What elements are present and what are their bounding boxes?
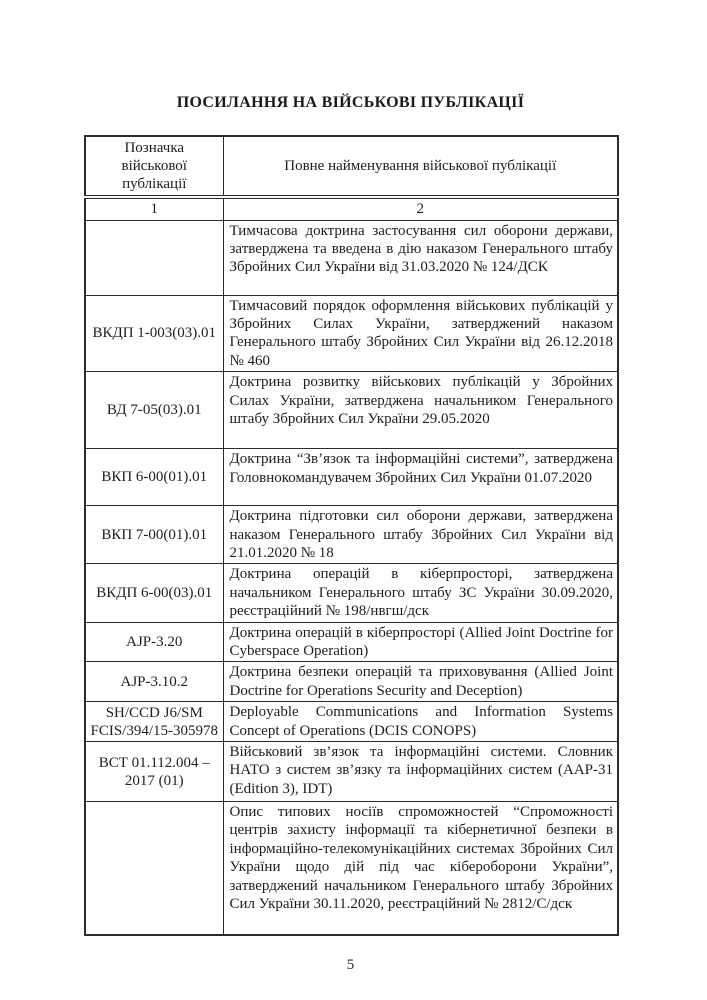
table-row: [85, 702, 618, 742]
designation-cell: ВКП 6-00(01).01: [85, 449, 223, 506]
name-cell: Військовий зв’язок та інформаційні системи. Словник НАТО з систем зв’язку та інформаційних систем (AAP-31 (Edition 3), IDT): [223, 742, 618, 802]
designation-cell: [85, 802, 223, 935]
table-row: [85, 506, 618, 564]
table-row: [85, 295, 618, 372]
table-row: [85, 742, 618, 802]
table-row: [85, 449, 618, 506]
table-row: [85, 220, 618, 295]
designation-cell: SH/CCD J6/SM FCIS/394/15-305978: [85, 702, 223, 742]
column-number-2: 2: [223, 197, 618, 220]
name-cell: Тимчасова доктрина застосування сил оборони держави, затверджена та введена в дію наказом Генерального штабу Збройних Сил України від 31.03.2020 № 124/ДСК: [223, 220, 618, 295]
page-title: ПОСИЛАННЯ НА ВІЙСЬКОВІ ПУБЛІКАЦІЇ: [176, 94, 525, 111]
designation-cell: AJP-3.10.2: [85, 662, 223, 702]
document-content: [84, 0, 617, 974]
name-cell: Доктрина операцій в кіберпросторі (Allied Joint Doctrine for Cyberspace Operation): [223, 622, 618, 662]
table-header-row: [85, 136, 618, 197]
table-row: [85, 802, 618, 935]
table-row: [85, 662, 618, 702]
name-cell: Доктрина підготовки сил оборони держави, затверджена наказом Генерального штабу Збройних Сил України від 21.01.2020 № 18: [223, 506, 618, 564]
name-cell: Deployable Communications and Information Systems Concept of Operations (DCIS CONOPS): [223, 702, 618, 742]
designation-cell: ВД 7-05(03).01: [85, 372, 223, 449]
designation-cell: [85, 220, 223, 295]
header-full-name: Повне найменування військової публікації: [223, 136, 618, 197]
name-cell: Доктрина “Зв’язок та інформаційні системи”, затверджена Головнокомандувачем Збройних Сил України 01.07.2020: [223, 449, 618, 506]
table-row: [85, 622, 618, 662]
name-cell: Доктрина операцій в кіберпросторі, затверджена начальником Генерального штабу ЗС України 30.09.2020, реєстраційний № 198/нвгш/дск: [223, 564, 618, 622]
table-row: [85, 564, 618, 622]
column-number-row: [85, 197, 618, 220]
designation-cell: ВСТ 01.112.004 – 2017 (01): [85, 742, 223, 802]
page-number: 5: [346, 956, 355, 973]
column-number-1: 1: [85, 197, 223, 220]
name-cell: Опис типових носіїв спроможностей “Спроможності центрів захисту інформації та кібернетичної безпеки в інформаційно-телекомунікаційних системах Збройних Сил України щодо дій під час кібероборони України”, затверджений начальником Генерального штабу Збройних Сил України 30.11.2020, реєстраційний № 2812/С/дск: [223, 802, 618, 935]
name-cell: Доктрина розвитку військових публікацій у Збройних Силах України, затверджена начальником Генерального штабу Збройних Сил України 29.05.2020: [223, 372, 618, 449]
publications-table: [84, 135, 619, 936]
designation-cell: ВКП 7-00(01).01: [85, 506, 223, 564]
header-designation: Позначка військової публікації: [85, 136, 223, 197]
designation-cell: AJP-3.20: [85, 622, 223, 662]
designation-cell: ВКДП 1-003(03).01: [85, 295, 223, 372]
name-cell: Тимчасовий порядок оформлення військових публікацій у Збройних Силах України, затверджений наказом Генерального штабу Збройних Сил України від 26.12.2018 № 460: [223, 295, 618, 372]
designation-cell: ВКДП 6-00(03).01: [85, 564, 223, 622]
name-cell: Доктрина безпеки операцій та приховування (Allied Joint Doctrine for Operations Security and Deception): [223, 662, 618, 702]
table-row: [85, 372, 618, 449]
